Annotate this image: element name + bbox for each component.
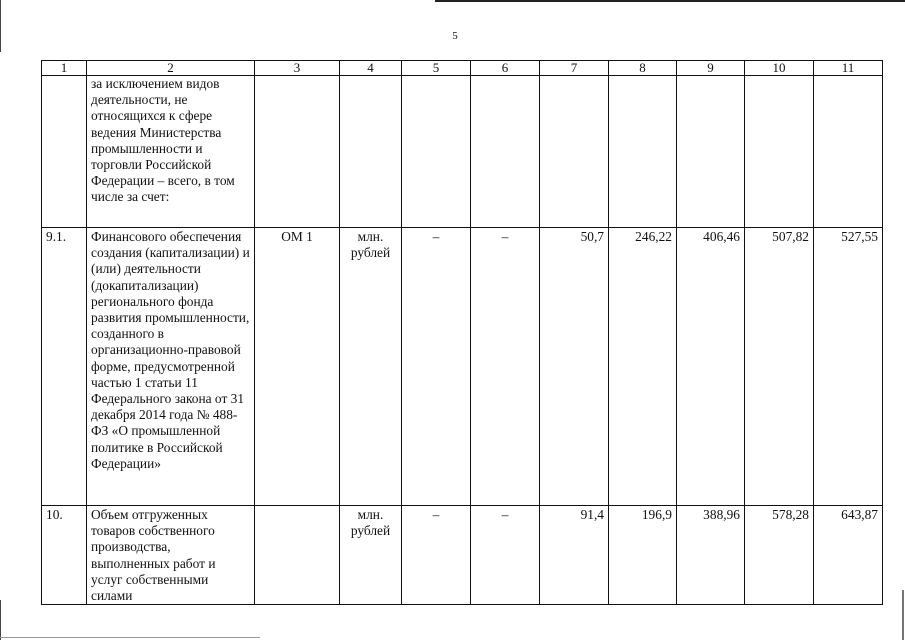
value-cell — [402, 76, 471, 228]
indicator-name: Финансового обеспечения создания (капитализации) и (или) деятельности (докапитализации) регионального фонда развития промышленности, созданного в организационно-правовой форме, предусмотренной частью 1 статьи 11 Федерального закона от 31 декабря 2014 года № 488-ФЗ «О промышленной политике в Российской Федерации» — [87, 228, 255, 506]
scan-edge-left-lower — [0, 600, 1, 640]
basis-cell: ОМ 1 — [255, 228, 340, 506]
value-cell: 246,22 — [609, 228, 677, 506]
unit-cell: млн. рублей — [340, 506, 402, 605]
row-number — [42, 76, 87, 228]
value-cell — [814, 76, 883, 228]
value-cell: 406,46 — [677, 228, 745, 506]
column-header: 10 — [745, 61, 814, 76]
table-row — [42, 228, 883, 506]
indicator-name: за исключением видов деятельности, не относящихся к сфере ведения Министерства промышленности и торговли Российской Федерации – всего, в том числе за счет: — [87, 76, 255, 228]
column-header: 8 — [609, 61, 677, 76]
indicator-table — [41, 60, 883, 605]
table-row — [42, 76, 883, 228]
scan-edge-top — [435, 0, 905, 2]
row-number: 10. — [42, 506, 87, 605]
column-header: 9 — [677, 61, 745, 76]
column-header: 11 — [814, 61, 883, 76]
column-header: 2 — [87, 61, 255, 76]
row-number: 9.1. — [42, 228, 87, 506]
basis-cell — [255, 506, 340, 605]
value-cell — [540, 76, 609, 228]
value-cell — [609, 76, 677, 228]
column-header: 1 — [42, 61, 87, 76]
column-header: 3 — [255, 61, 340, 76]
column-header: 7 — [540, 61, 609, 76]
value-cell: 91,4 — [540, 506, 609, 605]
column-header: 4 — [340, 61, 402, 76]
value-cell — [677, 76, 745, 228]
scan-edge-left — [0, 0, 1, 52]
value-cell: 643,87 — [814, 506, 883, 605]
column-header: 6 — [471, 61, 540, 76]
column-header: 5 — [402, 61, 471, 76]
indicator-name: Объем отгруженных товаров собственного производства, выполненных работ и услуг собственными силами — [87, 506, 255, 605]
value-cell: 196,9 — [609, 506, 677, 605]
value-cell: 578,28 — [745, 506, 814, 605]
basis-cell — [255, 76, 340, 228]
value-cell: – — [471, 228, 540, 506]
value-cell: 527,55 — [814, 228, 883, 506]
value-cell: – — [471, 506, 540, 605]
page-number: 5 — [452, 30, 458, 42]
scan-edge-bottom — [0, 637, 260, 638]
value-cell: – — [402, 228, 471, 506]
value-cell — [471, 76, 540, 228]
table-row — [42, 506, 883, 605]
unit-cell — [340, 76, 402, 228]
value-cell: 388,96 — [677, 506, 745, 605]
scan-edge-right — [902, 590, 904, 640]
value-cell — [745, 76, 814, 228]
table-header-row — [42, 61, 883, 76]
value-cell: 507,82 — [745, 228, 814, 506]
value-cell: – — [402, 506, 471, 605]
unit-cell: млн. рублей — [340, 228, 402, 506]
value-cell: 50,7 — [540, 228, 609, 506]
